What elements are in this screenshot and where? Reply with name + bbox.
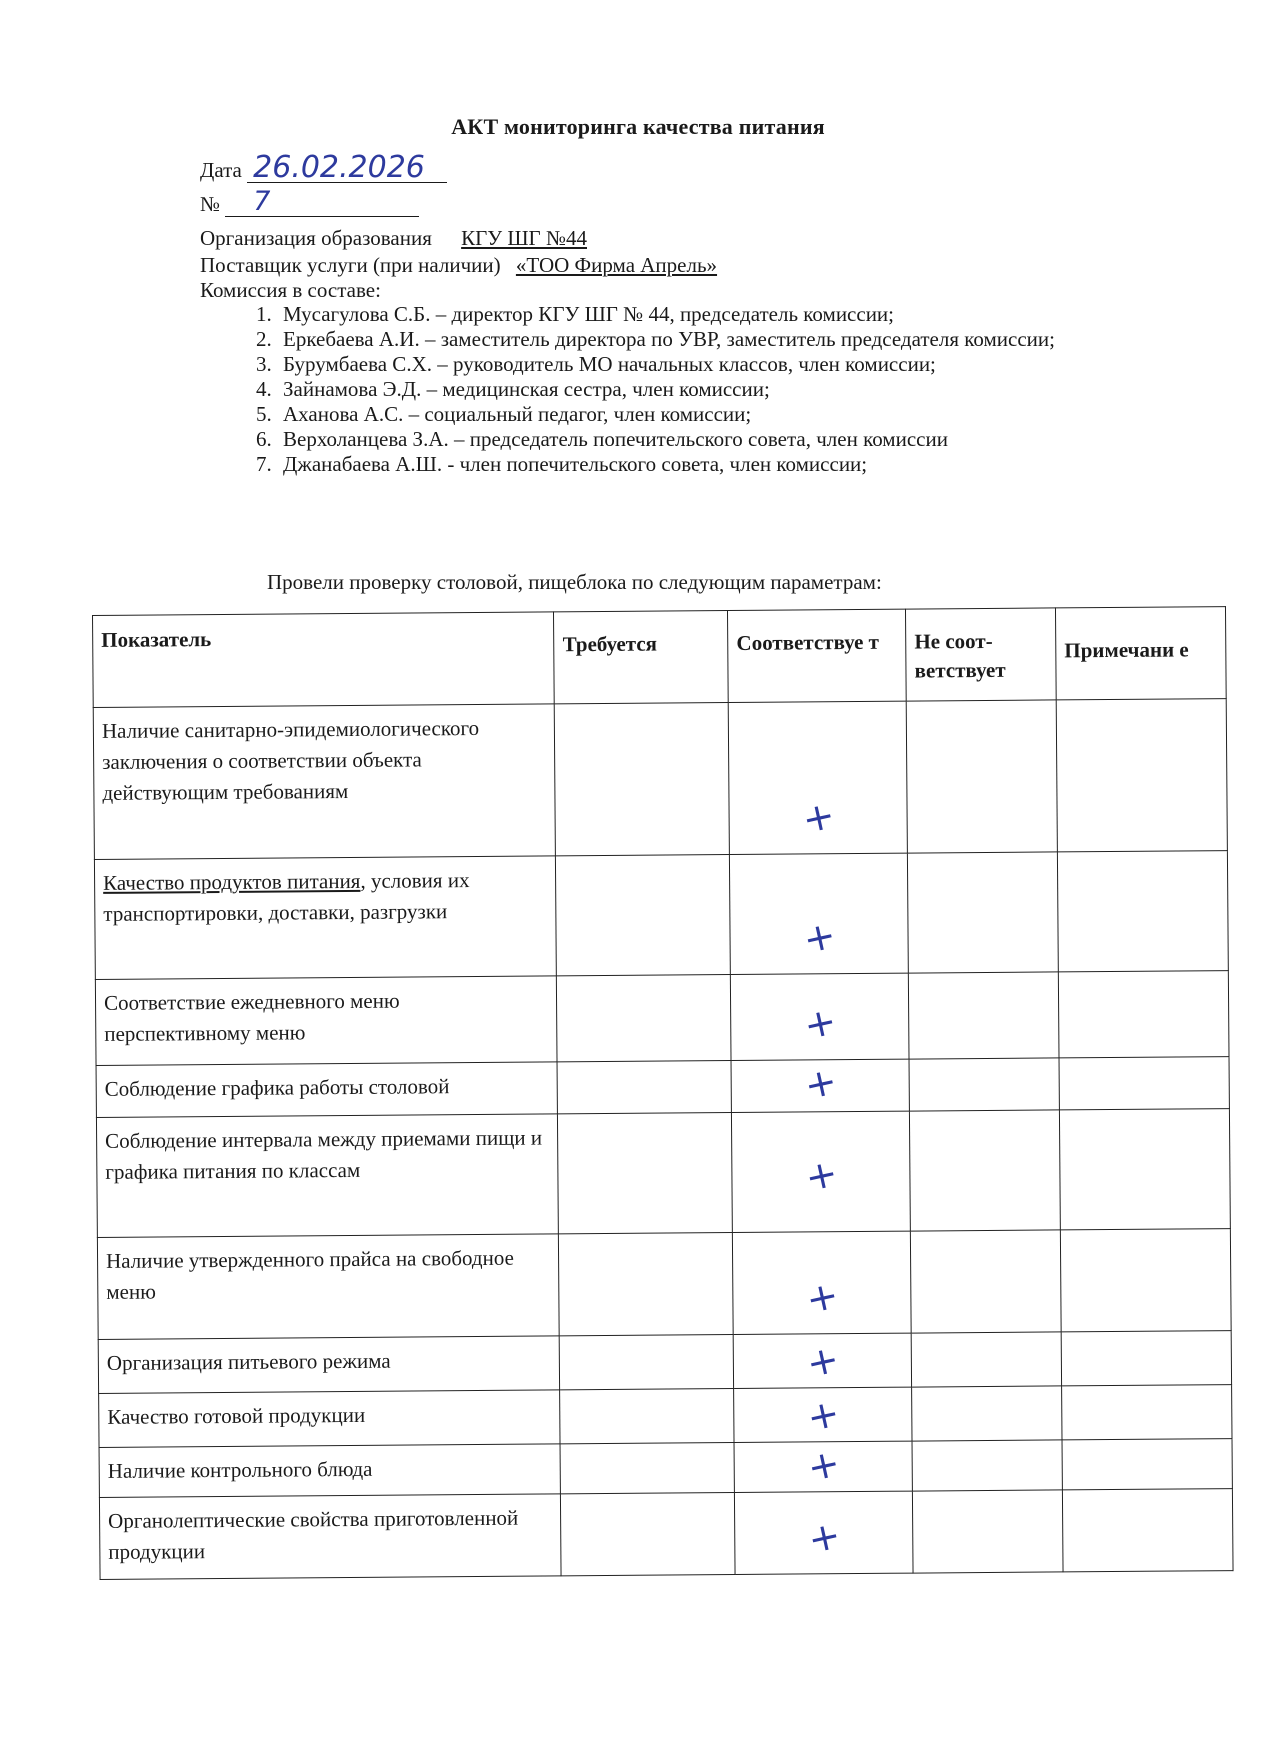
inspection-intro: Провели проверку столовой, пищеблока по следующим параметрам: [267, 570, 882, 594]
required-cell [561, 1492, 735, 1575]
note-cell [1059, 1057, 1229, 1110]
org-label: Организация образования [200, 226, 432, 250]
note-cell [1062, 1385, 1232, 1440]
commission-members-list [265, 302, 1117, 477]
date-line [247, 150, 447, 185]
indicator-cell [94, 856, 556, 980]
check-plus-mark: + [802, 1336, 843, 1387]
check-plus-mark: + [799, 998, 841, 1049]
inspection-table [92, 606, 1234, 1580]
header-complies: Соответствуе т [728, 609, 907, 702]
check-plus-mark: + [803, 1512, 845, 1563]
number-field [200, 186, 419, 217]
commission-member: 6. Верхоланцева З.А. – председатель попечительского совета, член комиссии [277, 427, 1117, 451]
indicator-cell: Наличие утвержденного прайса на свободное меню [97, 1234, 559, 1340]
indicator-cell: Соблюдение интервала между приемами пищи и графика питания по классам [96, 1114, 558, 1238]
note-cell [1061, 1331, 1231, 1386]
indicator-cell: Качество готовой продукции [99, 1390, 561, 1448]
document-title: АКТ мониторинга качества питания [451, 114, 825, 139]
required-cell [560, 1442, 734, 1493]
date-field [200, 150, 447, 185]
indicator-cell: Соответствие ежедневного меню перспективному меню [95, 976, 557, 1066]
note-cell [1058, 971, 1229, 1058]
table-row [94, 851, 1228, 980]
indicator-cell: Наличие контрольного блюда [99, 1444, 561, 1498]
indicator-text: , условия их транспортировки, доставки, разгрузки [103, 868, 470, 926]
complies-cell [733, 1231, 912, 1334]
header-not-complies: Не соот- ветствует [906, 608, 1057, 701]
commission-member: 3. Бурумбаева С.Х. – руководитель МО начальных классов, член комиссии; [277, 352, 1117, 376]
complies-cell [728, 701, 907, 854]
note-cell [1059, 1109, 1230, 1230]
not-complies-cell [913, 1490, 1064, 1573]
table-header-row [93, 607, 1227, 708]
supplier-label: Поставщик услуги (при наличии) [200, 253, 501, 277]
complies-cell [731, 973, 910, 1060]
not-complies-cell [908, 852, 1059, 973]
complies-cell [731, 1059, 909, 1112]
not-complies-cell [912, 1440, 1062, 1491]
date-value: 26.02.2026 [253, 150, 425, 185]
check-plus-mark: + [798, 792, 839, 843]
number-value: 7 [253, 186, 271, 217]
check-plus-mark: + [801, 1272, 843, 1323]
supplier-value: «ТОО Фирма Апрель» [515, 253, 718, 277]
commission-member: 7. Джанабаева А.Ш. - член попечительского совета, член комиссии; [277, 452, 1117, 476]
complies-cell [734, 1441, 912, 1492]
not-complies-cell [908, 972, 1059, 1059]
not-complies-cell [912, 1386, 1062, 1441]
table-row [93, 699, 1227, 860]
note-cell [1062, 1439, 1232, 1490]
commission-member: 5. Аханова А.С. – социальный педагог, член комиссии; [277, 402, 1117, 426]
date-label: Дата [200, 158, 242, 182]
required-cell [557, 974, 732, 1061]
commission-label: Комиссия в составе: [200, 278, 381, 302]
required-cell [555, 703, 730, 856]
complies-cell [735, 1491, 914, 1574]
not-complies-cell [909, 1058, 1059, 1111]
complies-cell [734, 1387, 912, 1442]
required-cell [559, 1232, 734, 1335]
number-line [225, 186, 419, 217]
inspection-table-wrapper [92, 606, 1234, 1580]
table-row [99, 1439, 1232, 1498]
not-complies-cell [910, 1110, 1061, 1231]
check-plus-mark: + [800, 1150, 842, 1201]
not-complies-cell [906, 700, 1057, 853]
complies-cell [733, 1333, 911, 1388]
check-plus-mark: + [798, 912, 840, 963]
note-cell [1062, 1489, 1233, 1572]
table-row [97, 1229, 1231, 1340]
supplier-field [200, 253, 717, 278]
table-row [99, 1489, 1233, 1580]
table-row [98, 1331, 1231, 1394]
check-plus-mark: + [800, 1058, 841, 1109]
table-row [96, 1057, 1229, 1118]
required-cell [556, 854, 731, 975]
commission-member: 1. Мусагулова С.Б. – директор КГУ ШГ № 44, председатель комиссии; [277, 302, 1117, 326]
indicator-cell: Соблюдение графика работы столовой [96, 1062, 558, 1118]
header-indicator: Показатель [93, 612, 555, 708]
required-cell [560, 1388, 734, 1443]
indicator-cell: Наличие санитарно-эпидемиологического заключения о соответствии объекта действующим требованиям [93, 704, 556, 860]
complies-cell [732, 1111, 911, 1232]
note-cell [1057, 851, 1228, 972]
required-cell [557, 1060, 731, 1113]
commission-member: 4. Зайнамова Э.Д. – медицинская сестра, член комиссии; [277, 377, 1117, 401]
note-cell [1056, 699, 1227, 852]
required-cell [560, 1334, 734, 1389]
required-cell [558, 1112, 733, 1233]
complies-cell [730, 853, 909, 974]
note-cell [1060, 1229, 1231, 1332]
table-row [96, 1109, 1230, 1238]
not-complies-cell [911, 1332, 1061, 1387]
header-note: Примечани е [1056, 607, 1227, 700]
not-complies-cell [911, 1230, 1062, 1333]
number-label: № [200, 192, 221, 216]
header-required: Требуется [554, 611, 729, 704]
check-plus-mark: + [802, 1390, 844, 1441]
indicator-underlined-text: Качество продуктов питания [103, 868, 361, 895]
commission-member: 2. Еркебаева А.И. – заместитель директора по УВР, заместитель председателя комиссии; [277, 327, 1117, 351]
indicator-cell: Организация питьевого режима [98, 1336, 560, 1394]
table-row [95, 971, 1229, 1066]
table-row [99, 1385, 1232, 1448]
org-value: КГУ ШГ №44 [461, 226, 587, 250]
org-field [200, 226, 587, 251]
check-plus-mark: + [803, 1440, 844, 1491]
indicator-cell: Органолептические свойства приготовленной продукции [99, 1494, 561, 1580]
